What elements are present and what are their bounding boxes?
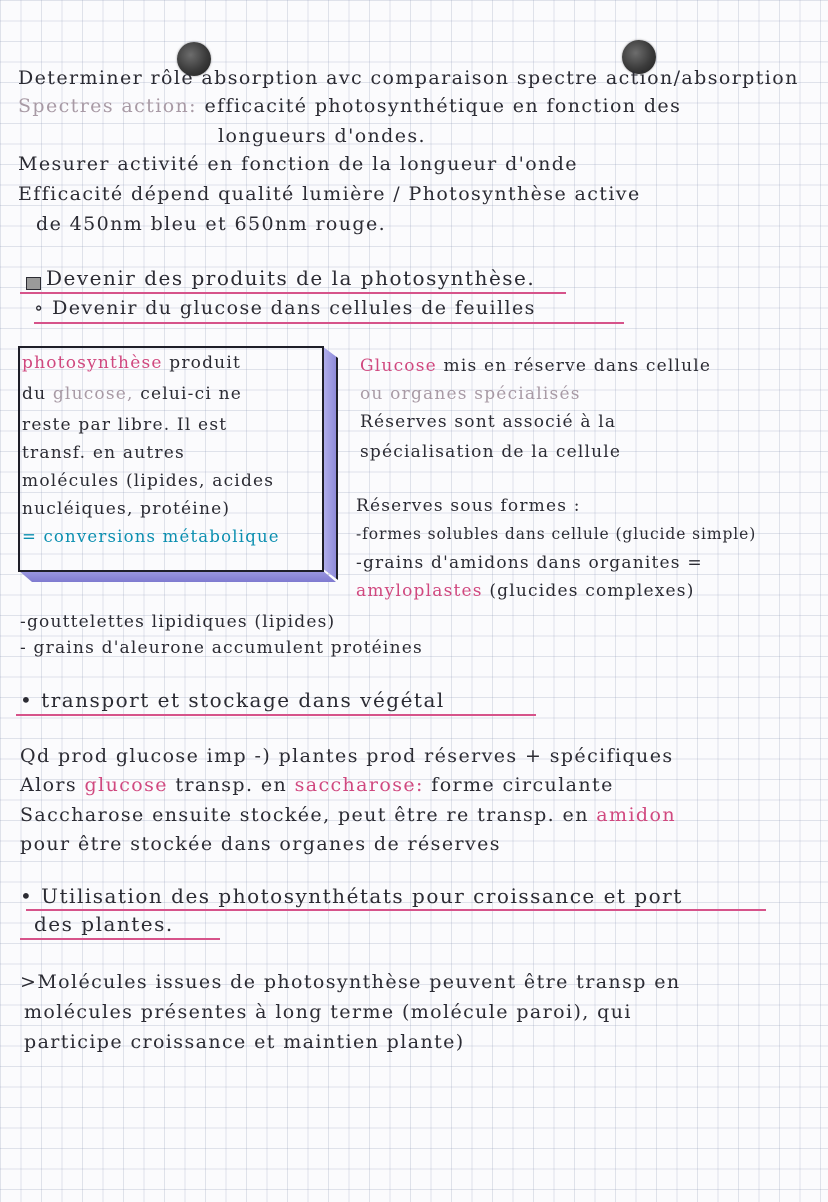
right-glucides-complexes: (glucides complexes) [489,581,695,601]
section1-underline [20,292,566,294]
s2-alors: Alors [20,774,78,796]
box-line-7: = conversions métabolique [22,527,280,546]
section2-line-2 [20,773,614,797]
box-produit: produit [169,353,241,373]
section1-subtitle [34,296,536,320]
right-line-6: -formes solubles dans cellule (glucide simple) [356,525,757,543]
right-line-8 [356,579,695,603]
section3-title-1 [20,884,683,908]
s2-forme-circulante: forme circulante [431,774,614,796]
section3-underline-1 [26,909,766,911]
right-line-2: ou organes spécialisés [360,384,581,404]
section2-title [20,688,445,712]
section3-title-2: des plantes. [34,912,174,936]
right-amyloplastes: amyloplastes [356,581,483,601]
box-glucose: glucose, [52,384,134,404]
intro-line-5: Efficacité dépend qualité lumière / Photosynthèse active [18,183,641,205]
section1-subtitle-underline [34,322,624,324]
box-line-2 [22,383,242,405]
section3-underline-2 [20,938,220,940]
intro-line-6: de 450nm bleu et 650nm rouge. [36,213,387,235]
box-du: du [22,384,47,404]
s2-transp: transp. en [175,774,288,796]
intro-line-1: Determiner rôle absorption avc comparaison spectre action/absorption [18,67,799,89]
right-line-7: -grains d'amidons dans organites = [356,553,703,573]
section1-title: Devenir des produits de la photosynthèse. [46,266,536,290]
box-photosynthese: photosynthèse [22,353,163,373]
section2-line-4: pour être stockée dans organes de réserves [20,833,501,855]
box-line-6: nucléiques, protéine) [22,499,231,519]
section3-line-2: molécules présentes à long terme (molécule paroi), qui [24,1001,632,1023]
box-3d-side [322,346,338,580]
spectres-action-label: Spectres action: [18,95,197,117]
section2-title-text: transport et stockage dans végétal [41,688,445,712]
intro-line-4: Mesurer activité en fonction de la longueur d'onde [18,153,578,175]
right-line-3: Réserves sont associé à la [360,412,617,432]
spectres-action-definition: efficacité photosynthétique en fonction des [204,95,682,117]
section1-subtitle-text: Devenir du glucose dans cellules de feuilles [52,297,536,319]
section3-line-1: >Molécules issues de photosynthèse peuvent être transp en [20,971,681,993]
s2-saccharose: saccharose: [294,774,424,796]
right-glucose: Glucose [360,356,437,376]
box-celui-ci: celui-ci ne [140,384,242,404]
circle-bullet-icon: ∘ [34,297,53,319]
reserves-line-1: -gouttelettes lipidiques (lipides) [20,612,336,632]
box-line-4: transf. en autres [22,443,185,463]
right-line-1 [360,354,711,378]
section2-line-3 [20,803,676,827]
box-line-5: molécules (lipides, acides [22,471,275,491]
intro-line-3: longueurs d'ondes. [218,125,426,147]
section2-underline [16,714,536,716]
dot-bullet-icon: • [20,688,42,712]
reserves-line-2: - grains d'aleurone accumulent protéines [20,638,423,658]
box-line-1 [22,352,241,374]
box-line-3: reste par libre. Il est [22,415,228,435]
intro-line-2 [18,94,681,118]
section3-line-3: participe croissance et maintien plante) [24,1031,465,1053]
s2-saccharose-stockee: Saccharose ensuite stockée, peut être re transp. en [20,804,589,826]
dot-bullet-icon-2: • [20,884,42,908]
s2-glucose: glucose [84,774,168,796]
s2-amidon: amidon [596,804,676,826]
section2-line-1: Qd prod glucose imp -) plantes prod réserves + spécifiques [20,745,674,767]
section3-title-text-1: Utilisation des photosynthétats pour croissance et port [41,884,683,908]
right-reserve-text: mis en réserve dans cellule [443,356,712,376]
right-line-4: spécialisation de la cellule [360,442,622,462]
section-bullet-icon [26,277,41,290]
right-line-5: Réserves sous formes : [356,496,581,516]
